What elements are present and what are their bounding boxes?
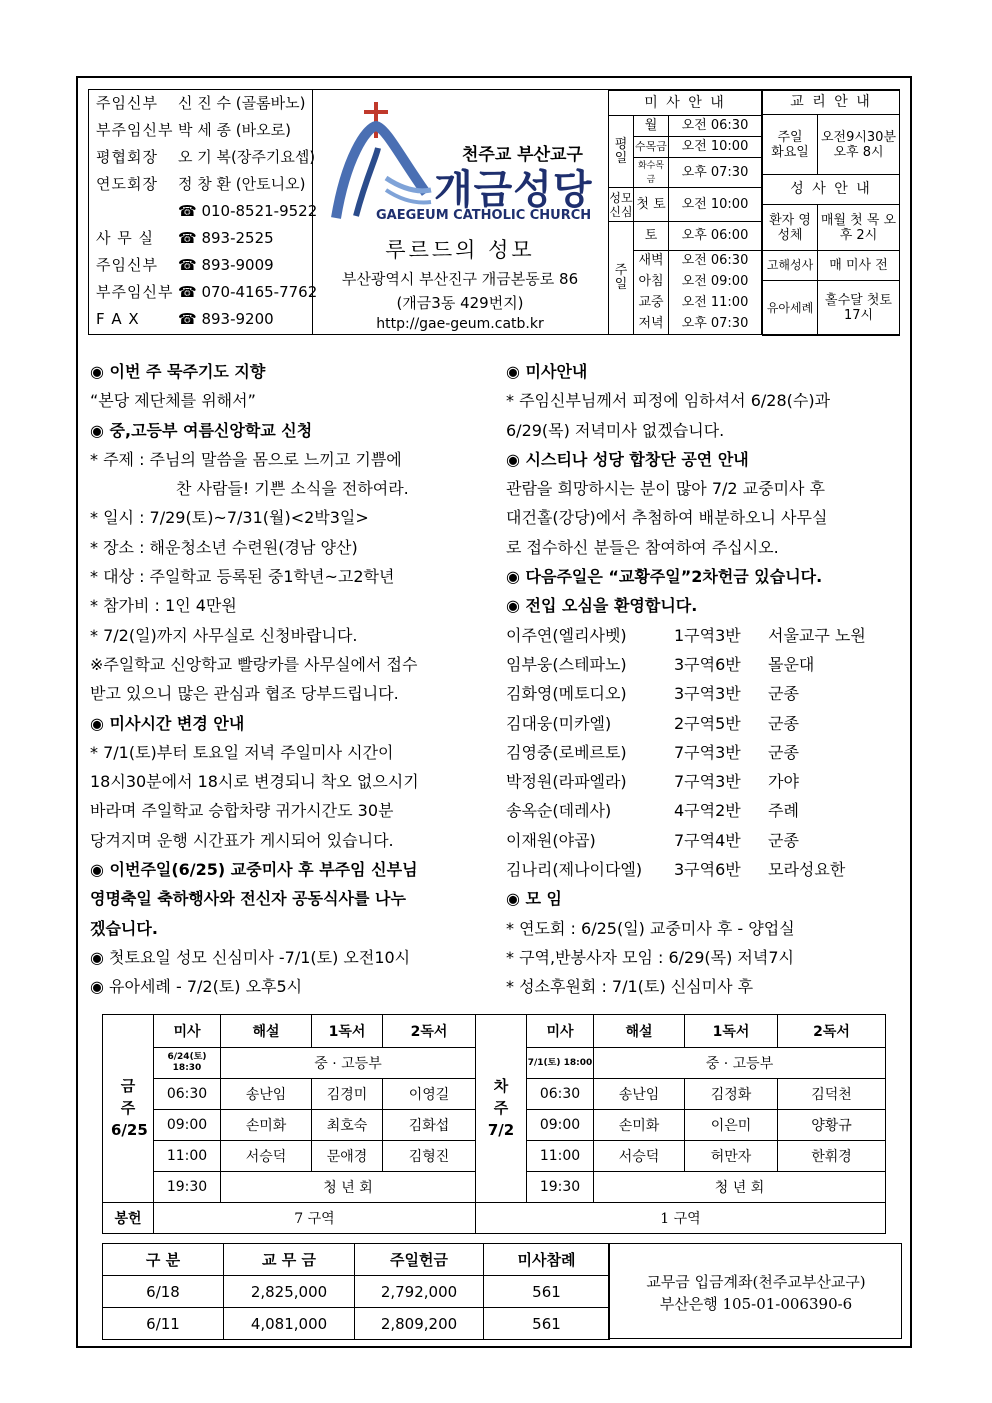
newcomer-name: 이재원(야곱) bbox=[506, 830, 596, 850]
text-line: 로 접수하신 분들은 참여하여 주십시오. bbox=[506, 537, 779, 557]
newcomer-name: 송옥순(데레사) bbox=[506, 801, 612, 821]
text-line: * 참가비 : 1인 4만원 bbox=[90, 596, 237, 616]
fin-cell: 2,809,200 bbox=[355, 1308, 484, 1340]
mass-day: 화수목금 bbox=[634, 158, 669, 188]
staff-row bbox=[88, 306, 312, 333]
feast-title: 루르드의 성모 bbox=[385, 238, 535, 262]
newcomer-zone: 1구역3반 bbox=[674, 625, 741, 645]
mass-day: 아침 bbox=[634, 272, 669, 293]
text-line: 받고 있으니 많은 관심과 협조 당부드립니다. bbox=[90, 684, 399, 704]
newcomer-from: 군종 bbox=[768, 684, 799, 704]
text-line: * 7/2(일)까지 사무실로 신청바랍니다. bbox=[90, 625, 358, 645]
roster-cell: 김덕천 bbox=[778, 1079, 886, 1110]
fin-cell: 2,825,000 bbox=[224, 1276, 355, 1308]
mass-day: 저녁 bbox=[634, 313, 669, 334]
catechism-day: 화요일 bbox=[771, 144, 809, 160]
staff-row bbox=[88, 225, 312, 252]
roster-cell: 김형진 bbox=[383, 1141, 476, 1172]
mass-time: 09:00 bbox=[527, 1110, 594, 1141]
week-label-text: 금 주 6/25 bbox=[111, 1077, 148, 1139]
sacrament-name: 환자 영성체 bbox=[763, 205, 818, 251]
staff-value: 오 기 복(장주기요셉) bbox=[178, 148, 316, 166]
roster-cell: 이영길 bbox=[383, 1079, 476, 1110]
mass-time: 오전 06:30 bbox=[669, 116, 762, 137]
staff-row bbox=[88, 279, 318, 306]
newcomer-zone: 7구역4반 bbox=[674, 830, 741, 850]
newcomer-from: 군종 bbox=[768, 830, 799, 850]
roster-cell: 서승덕 bbox=[221, 1141, 312, 1172]
mass-time: 06:30 bbox=[154, 1079, 221, 1110]
mass-time: 오전 10:00 bbox=[669, 188, 762, 222]
staff-row bbox=[88, 171, 312, 198]
mass-day: 토 bbox=[634, 221, 669, 250]
text-line: ◉ 유아세례 - 7/2(토) 오후5시 bbox=[90, 977, 303, 997]
text-line: * 장소 : 해운청소년 수련원(경남 양산) bbox=[90, 537, 358, 557]
text-line: 관람을 희망하시는 분이 많아 7/2 교중미사 후 bbox=[506, 479, 826, 499]
mass-time: 오전 11:00 bbox=[669, 293, 762, 314]
church-url[interactable]: http://gae-geum.catb.kr bbox=[376, 316, 544, 332]
col-header: 해설 bbox=[594, 1015, 685, 1048]
roster-cell: 김정화 bbox=[685, 1079, 778, 1110]
roster-cell: 최호숙 bbox=[312, 1110, 383, 1141]
staff-label: F A X bbox=[96, 310, 140, 328]
newcomer-zone: 7구역3반 bbox=[674, 742, 741, 762]
newcomer-row bbox=[506, 826, 906, 855]
staff-value: ☎ 070-4165-7762 bbox=[178, 283, 318, 301]
sacrament-time: 홀수달 첫토 17시 bbox=[818, 281, 900, 336]
sacrament-time: 매월 첫 목 오후 2시 bbox=[818, 205, 900, 251]
catechism-sacrament-table bbox=[762, 90, 900, 336]
mass-time: 오후 07:30 bbox=[669, 313, 762, 334]
newcomer-row bbox=[506, 738, 906, 767]
this-week-label bbox=[103, 1015, 154, 1203]
text-line: 당겨지며 운행 시간표가 게시되어 있습니다. bbox=[90, 830, 394, 850]
staff-value: 신 진 수 (골롬바노) bbox=[178, 94, 306, 112]
next-week-label bbox=[476, 1015, 527, 1203]
offering-label: 봉헌 bbox=[103, 1203, 154, 1234]
newcomer-name: 이주연(엘리사벳) bbox=[506, 625, 627, 645]
roster-cell: 이은미 bbox=[685, 1110, 778, 1141]
text-line: * 대상 : 주일학교 등록된 중1학년~고2학년 bbox=[90, 567, 395, 587]
staff-value: ☎ 893-9200 bbox=[178, 310, 274, 328]
section-heading: 영명축일 축하행사와 전신자 공동식사를 나누 bbox=[90, 889, 406, 909]
newcomer-zone: 4구역2반 bbox=[674, 801, 741, 821]
mass-time: 19:30 bbox=[154, 1172, 221, 1203]
newcomer-name: 김나리(제나이다엘) bbox=[506, 860, 643, 880]
catechism-days bbox=[763, 115, 818, 175]
newcomer-from: 군종 bbox=[768, 713, 799, 733]
newcomer-name: 김영중(로베르토) bbox=[506, 742, 627, 762]
staff-value: ☎ 893-2525 bbox=[178, 229, 274, 247]
text-line: * 성소후원회 : 7/1(토) 신심미사 후 bbox=[506, 977, 754, 997]
text-line: 바라며 주일학교 승합차량 귀가시간도 30분 bbox=[90, 801, 394, 821]
roster-cell: 손미화 bbox=[594, 1110, 685, 1141]
col-header: 1독서 bbox=[685, 1015, 778, 1048]
weekday-label: 평일 bbox=[609, 116, 634, 188]
mass-time: 오전 09:00 bbox=[669, 272, 762, 293]
section-heading: ◉ 다음주일은 “교황주일”2차헌금 있습니다. bbox=[506, 567, 823, 587]
newcomer-name: 임부웅(스테파노) bbox=[506, 654, 627, 674]
mass-time: 오전 06:30 bbox=[669, 251, 762, 272]
catechism-title: 교 리 안 내 bbox=[763, 91, 900, 115]
mass-day: 교중 bbox=[634, 293, 669, 314]
catechism-times bbox=[818, 115, 900, 175]
staff-label: 주임신부 bbox=[96, 94, 158, 112]
newcomer-zone: 3구역6반 bbox=[674, 860, 741, 880]
newcomer-row bbox=[506, 767, 906, 796]
catechism-time: 오전9시30분 bbox=[820, 129, 897, 145]
col-header: 해설 bbox=[221, 1015, 312, 1048]
mass-time: 오후 06:00 bbox=[669, 221, 762, 250]
bank-account bbox=[610, 1243, 902, 1347]
address-line2: (개금3동 429번지) bbox=[396, 294, 524, 312]
offering-this-week: 7 구역 bbox=[154, 1203, 476, 1234]
roster-cell: 문애경 bbox=[312, 1141, 383, 1172]
text-line: * 연도회 : 6/25(일) 교중미사 후 - 양업실 bbox=[506, 918, 795, 938]
mass-day: 수목금 bbox=[634, 137, 669, 158]
bank-line2: 부산은행 105-01-006390-6 bbox=[659, 1295, 853, 1313]
text-line: * 주임신부님께서 피정에 임하셔서 6/28(수)과 bbox=[506, 391, 831, 411]
newcomer-row bbox=[506, 709, 906, 738]
staff-row bbox=[88, 90, 312, 117]
mass-day: 첫 토 bbox=[634, 188, 669, 222]
fin-cell: 4,081,000 bbox=[224, 1308, 355, 1340]
church-name: 개금성당 bbox=[434, 167, 593, 213]
newcomer-name: 김대웅(미카엘) bbox=[506, 713, 612, 733]
vigil-time: 6/24(토) 18:30 bbox=[154, 1048, 221, 1079]
fin-header: 미사참례 bbox=[484, 1244, 610, 1276]
diocese-name: 천주교 부산교구 bbox=[462, 145, 583, 165]
text-line: * 주제 : 주님의 말씀을 몸으로 느끼고 기쁨에 bbox=[90, 449, 402, 469]
newcomer-name: 박정원(라파엘라) bbox=[506, 772, 627, 792]
newcomer-row bbox=[506, 679, 906, 708]
col-header: 미사 bbox=[154, 1015, 221, 1048]
fin-cell: 6/18 bbox=[103, 1276, 224, 1308]
vigil-group: 중 · 고등부 bbox=[594, 1048, 886, 1079]
sacrament-name: 고해성사 bbox=[763, 251, 818, 281]
col-header: 2독서 bbox=[778, 1015, 886, 1048]
text-line: “본당 제단체를 위해서” bbox=[90, 391, 256, 411]
text-line: 대건홀(강당)에서 추첨하여 배분하오니 사무실 bbox=[506, 508, 828, 528]
finance-table bbox=[102, 1243, 610, 1340]
text-line: ◉ 첫토요일 성모 신심미사 -7/1(토) 오전10시 bbox=[90, 947, 411, 967]
mass-time: 19:30 bbox=[527, 1172, 594, 1203]
newcomer-from: 모라성요한 bbox=[768, 860, 846, 880]
vigil-time: 7/1(토) 18:00 bbox=[527, 1048, 594, 1079]
mass-guide-table bbox=[608, 90, 762, 335]
roster-cell: 한휘경 bbox=[778, 1141, 886, 1172]
liturgy-roster-table bbox=[102, 1014, 886, 1234]
mass-time: 06:30 bbox=[527, 1079, 594, 1110]
newcomer-row bbox=[506, 621, 906, 650]
mass-time: 11:00 bbox=[527, 1141, 594, 1172]
mass-time: 09:00 bbox=[154, 1110, 221, 1141]
section-heading: ◉ 모 임 bbox=[506, 889, 563, 909]
roster-cell: 허만자 bbox=[685, 1141, 778, 1172]
catechism-time: 오후 8시 bbox=[833, 144, 884, 160]
church-header bbox=[312, 90, 608, 335]
roster-cell: 김경미 bbox=[312, 1079, 383, 1110]
mass-time: 11:00 bbox=[154, 1141, 221, 1172]
newcomer-from: 몰운대 bbox=[768, 654, 815, 674]
text-line: 찬 사람들! 기쁜 소식을 전하여라. bbox=[176, 479, 409, 499]
staff-label: 주임신부 bbox=[96, 256, 158, 274]
staff-directory bbox=[88, 90, 318, 335]
section-heading: ◉ 이번 주 묵주기도 지향 bbox=[90, 362, 266, 381]
left-column bbox=[90, 357, 490, 1002]
mass-guide-title: 미 사 안 내 bbox=[609, 91, 762, 116]
catechism-day: 주일 bbox=[777, 129, 803, 145]
staff-label: 평협회장 bbox=[96, 148, 158, 166]
mass-time: 오후 07:30 bbox=[669, 158, 762, 188]
newcomer-zone: 3구역3반 bbox=[674, 684, 741, 704]
section-heading: 겠습니다. bbox=[90, 918, 158, 938]
roster-cell: 김화섭 bbox=[383, 1110, 476, 1141]
staff-value: 박 세 종 (바오로) bbox=[178, 121, 291, 139]
sunday-label: 주일 bbox=[609, 221, 634, 334]
newcomer-from: 가야 bbox=[768, 772, 799, 792]
roster-cell: 송난임 bbox=[221, 1079, 312, 1110]
roster-cell: 손미화 bbox=[221, 1110, 312, 1141]
mass-time: 오전 10:00 bbox=[669, 137, 762, 158]
col-header: 미사 bbox=[527, 1015, 594, 1048]
bank-line1: 교무금 입금계좌(천주교부산교구) bbox=[646, 1273, 866, 1291]
col-header: 1독서 bbox=[312, 1015, 383, 1048]
fin-cell: 6/11 bbox=[103, 1308, 224, 1340]
sacrament-time: 매 미사 전 bbox=[818, 251, 900, 281]
col-header: 2독서 bbox=[383, 1015, 476, 1048]
section-heading: ◉ 전입 오심을 환영합니다. bbox=[506, 596, 698, 616]
newcomer-zone: 2구역5반 bbox=[674, 713, 741, 733]
section-heading: ◉ 이번주일(6/25) 교중미사 후 부주임 신부님 bbox=[90, 860, 418, 880]
first-sat-label: 성모 신심 bbox=[609, 188, 634, 222]
offering-next-week: 1 구역 bbox=[476, 1203, 886, 1234]
text-line: 18시30분에서 18시로 변경되니 착오 없으시기 bbox=[90, 772, 419, 792]
section-heading: ◉ 미사안내 bbox=[506, 362, 588, 381]
staff-label: 연도회장 bbox=[96, 175, 158, 193]
newcomer-row bbox=[506, 796, 906, 825]
newcomer-from: 서울교구 노원 bbox=[768, 625, 866, 645]
fin-header: 주일헌금 bbox=[355, 1244, 484, 1276]
text-line: ※주일학교 신앙학교 빨랑카를 사무실에서 접수 bbox=[90, 654, 418, 674]
section-heading: ◉ 중,고등부 여름신앙학교 신청 bbox=[90, 420, 313, 440]
newcomer-from: 주례 bbox=[768, 801, 799, 821]
text-line: * 일시 : 7/29(토)~7/31(월)<2박3일> bbox=[90, 508, 369, 528]
section-heading: ◉ 미사시간 변경 안내 bbox=[90, 713, 245, 733]
staff-label: 부주임신부 bbox=[96, 121, 174, 139]
text-line: 6/29(목) 저녁미사 없겠습니다. bbox=[506, 420, 725, 440]
evening-group: 청 년 회 bbox=[594, 1172, 886, 1203]
evening-group: 청 년 회 bbox=[221, 1172, 476, 1203]
staff-row bbox=[88, 252, 312, 279]
staff-value: ☎ 893-9009 bbox=[178, 256, 274, 274]
sacrament-name: 유아세례 bbox=[763, 281, 818, 336]
mass-day: 새벽 bbox=[634, 251, 669, 272]
staff-label: 사 무 실 bbox=[96, 229, 155, 247]
staff-value: 정 창 환 (안토니오) bbox=[178, 175, 306, 193]
text-line: * 구역,반봉사자 모임 : 6/29(목) 저녁7시 bbox=[506, 947, 794, 967]
newcomer-row bbox=[506, 650, 906, 679]
fin-header: 교 무 금 bbox=[224, 1244, 355, 1276]
staff-value: ☎ 010-8521-9522 bbox=[178, 202, 318, 220]
staff-label: 부주임신부 bbox=[96, 283, 174, 301]
week-label-text: 차 주 7/2 bbox=[487, 1077, 515, 1139]
text-line: * 7/1(토)부터 토요일 저녁 주일미사 시간이 bbox=[90, 742, 394, 762]
fin-cell: 2,792,000 bbox=[355, 1276, 484, 1308]
roster-cell: 양황규 bbox=[778, 1110, 886, 1141]
roster-cell: 송난임 bbox=[594, 1079, 685, 1110]
newcomer-name: 김화영(메토디오) bbox=[506, 684, 627, 704]
vigil-group: 중 · 고등부 bbox=[221, 1048, 476, 1079]
right-column bbox=[506, 357, 906, 1002]
sacrament-title: 성 사 안 내 bbox=[763, 175, 900, 205]
section-heading: ◉ 시스티나 성당 합창단 공연 안내 bbox=[506, 449, 749, 469]
roster-cell: 서승덕 bbox=[594, 1141, 685, 1172]
fin-cell: 561 bbox=[484, 1276, 610, 1308]
church-name-en: GAEGEUM CATHOLIC CHURCH bbox=[376, 208, 592, 223]
newcomer-zone: 7구역3반 bbox=[674, 772, 741, 792]
newcomer-row bbox=[506, 855, 906, 884]
staff-row bbox=[88, 198, 318, 225]
newcomer-zone: 3구역6반 bbox=[674, 654, 741, 674]
staff-row bbox=[88, 117, 312, 144]
fin-header: 구 분 bbox=[103, 1244, 224, 1276]
newcomer-from: 군종 bbox=[768, 742, 799, 762]
staff-row bbox=[88, 144, 316, 171]
mass-day: 월 bbox=[634, 116, 669, 137]
fin-cell: 561 bbox=[484, 1308, 610, 1340]
address-line1: 부산광역시 부산진구 개금본동로 86 bbox=[341, 270, 579, 288]
